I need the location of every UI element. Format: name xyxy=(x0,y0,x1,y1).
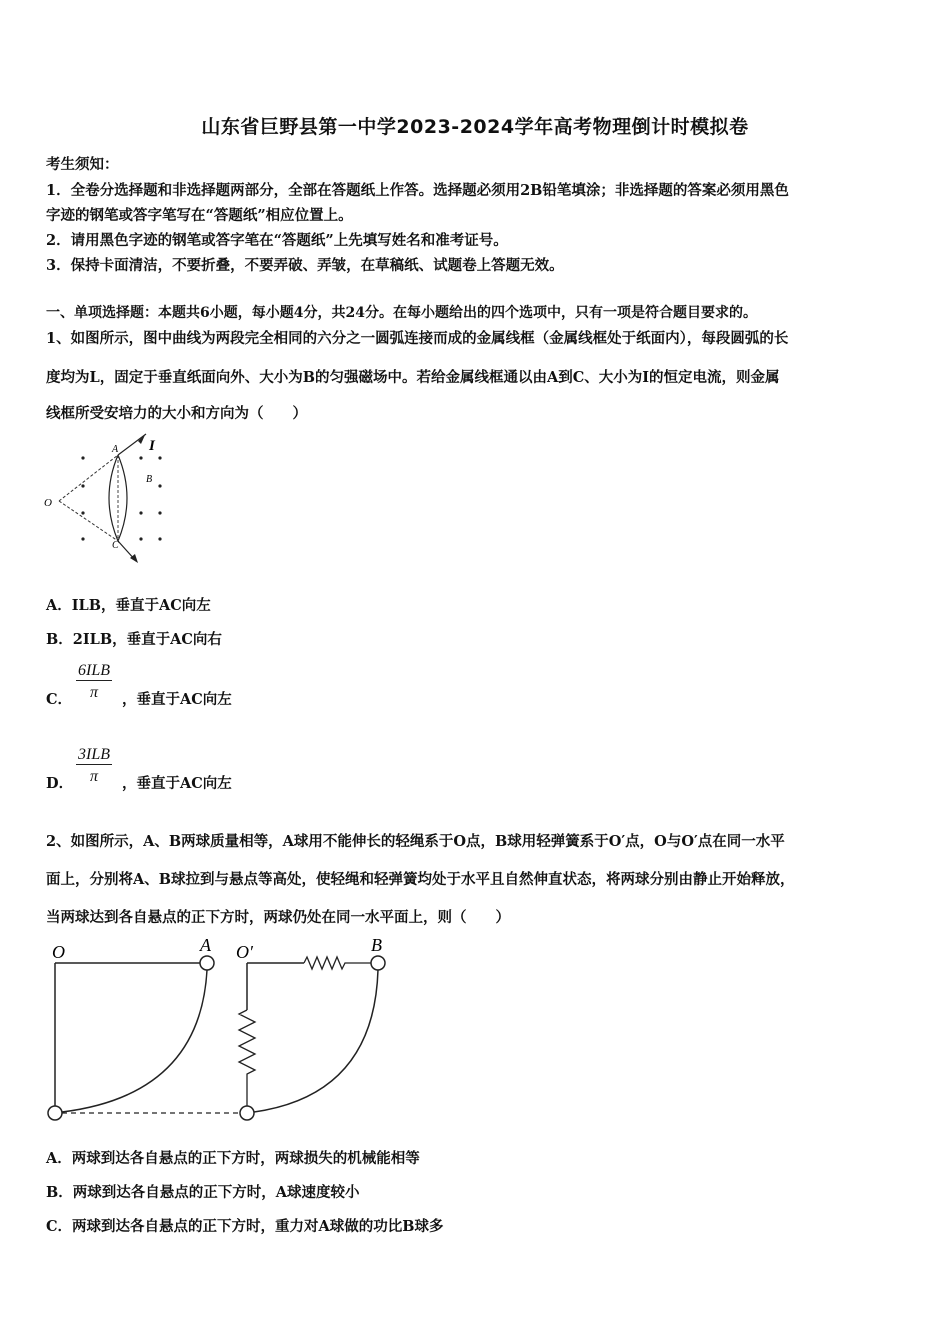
q1-option-d-numerator: 3ILB xyxy=(78,746,110,763)
q1-option-c-fraction xyxy=(76,662,112,702)
q1-option-d-fraction xyxy=(76,746,112,786)
q1-option-d-text[interactable]: ，垂直于AC向左 xyxy=(122,775,232,792)
notice-heading: 考生须知： xyxy=(46,156,119,173)
q1-option-c-denominator: π xyxy=(89,684,98,701)
q1-stem-line-2: 度均为L，固定于垂直纸面向外、大小为B的匀强磁场中。若给金属线框通以由A到C、大小为I的恒定电流，则金属 xyxy=(46,369,780,386)
q2-stem-line-3: 当两球达到各自悬点的正下方时，两球仍处在同一水平面上，则（ ） xyxy=(46,909,510,926)
fig1-label-b: B xyxy=(146,474,153,485)
q2-option-a[interactable]: A．两球到达各自悬点的正下方时，两球损失的机械能相等 xyxy=(46,1150,420,1167)
fig1-label-c: C xyxy=(112,540,119,551)
q1-option-a[interactable]: A．ILB，垂直于AC向左 xyxy=(46,597,211,614)
q2-stem-line-1: 2、如图所示，A、B两球质量相等，A球用不能伸长的轻绳系于O点，B球用轻弹簧系于O′点，O与O′点在同一水平 xyxy=(46,833,785,850)
q1-option-c-label[interactable]: C． xyxy=(46,691,73,708)
notice-line-2: 2．请用黑色字迹的钢笔或答字笔在“答题纸”上先填写姓名和准考证号。 xyxy=(46,232,508,249)
q1-stem-line-1: 1、如图所示，图中曲线为两段完全相同的六分之一圆弧连接而成的金属线框（金属线框处于纸面内），每段圆弧的长 xyxy=(46,330,789,347)
q1-option-d-label[interactable]: D． xyxy=(46,775,74,792)
q1-option-d-denominator: π xyxy=(89,768,98,785)
q2-option-c[interactable]: C．两球到达各自悬点的正下方时，重力对A球做的功比B球多 xyxy=(46,1218,444,1235)
q1-stem-line-3: 线框所受安培力的大小和方向为（ ） xyxy=(46,405,307,422)
fig1-label-i: I xyxy=(149,438,155,454)
fig2-label-o-prime: O′ xyxy=(236,942,253,962)
notice-line-3: 3．保持卡面清洁，不要折叠，不要弄破、弄皱，在草稿纸、试题卷上答题无效。 xyxy=(46,257,564,274)
q2-figure xyxy=(40,930,400,1125)
fig2-label-a: A xyxy=(200,935,211,955)
fig1-label-o: O xyxy=(44,497,52,509)
q1-option-b[interactable]: B．2ILB，垂直于AC向右 xyxy=(46,631,222,648)
page-title: 山东省巨野县第一中学2023-2024学年高考物理倒计时模拟卷 xyxy=(201,116,749,138)
q1-figure xyxy=(40,428,180,568)
q1-option-c-numerator: 6ILB xyxy=(78,662,110,679)
q2-stem-line-2: 面上，分别将A、B球拉到与悬点等高处，使轻绳和轻弹簧均处于水平且自然伸直状态，将两球分别由静止开始释放， xyxy=(46,871,795,888)
q2-option-b[interactable]: B．两球到达各自悬点的正下方时，A球速度较小 xyxy=(46,1184,360,1201)
notice-line-1a: 1．全卷分选择题和非选择题两部分，全部在答题纸上作答。选择题必须用2B铅笔填涂；非选择题的答案必须用黑色 xyxy=(46,182,789,199)
fig1-label-a: A xyxy=(112,444,119,455)
section-heading: 一、单项选择题：本题共6小题，每小题4分，共24分。在每小题给出的四个选项中，只有一项是符合题目要求的。 xyxy=(46,305,757,321)
notice-line-1b: 字迹的钢笔或答字笔写在“答题纸”相应位置上。 xyxy=(46,207,353,224)
fig2-label-o: O xyxy=(52,942,65,962)
q1-option-c-text[interactable]: ，垂直于AC向左 xyxy=(122,691,232,708)
fig2-label-b: B xyxy=(371,935,382,955)
